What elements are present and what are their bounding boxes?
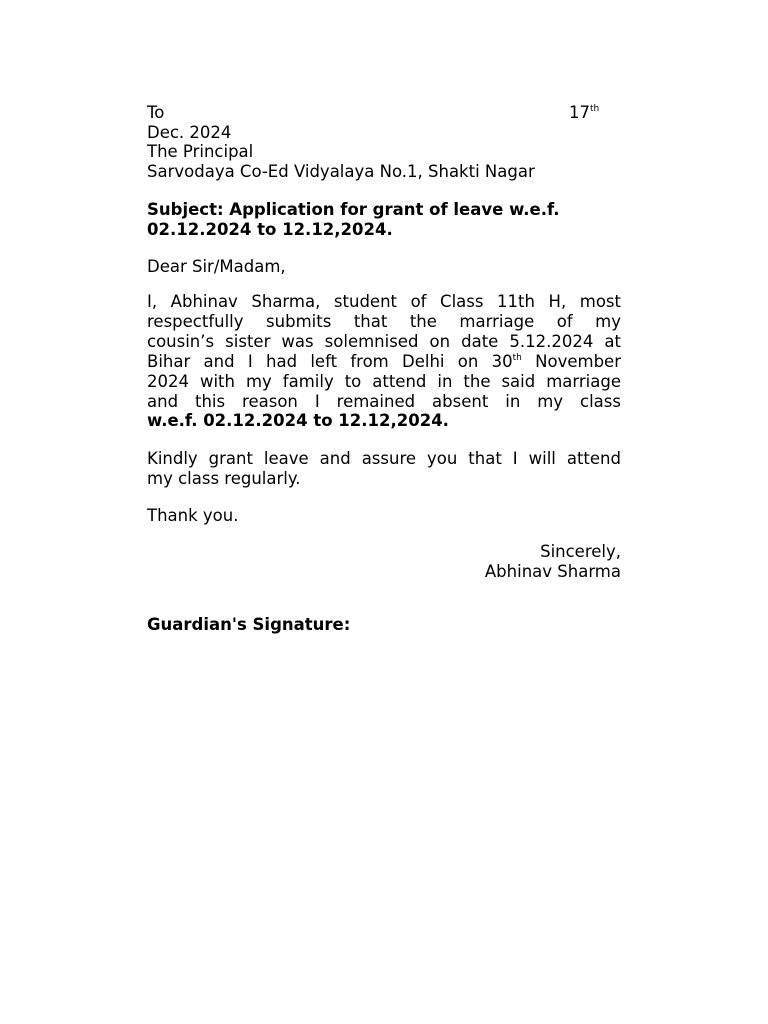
body-line-2: respectfully submits that the marriage of my xyxy=(147,312,621,331)
closing: Sincerely, xyxy=(540,542,621,561)
body-line-3: cousin’s sister was solemnised on date 5.12.2024 at xyxy=(147,332,621,351)
body-line-4-sup: th xyxy=(512,353,522,363)
date-day-number: 17 xyxy=(569,103,590,122)
to-label: To xyxy=(147,103,165,122)
salutation: Dear Sir/Madam, xyxy=(147,257,286,276)
school-name: Sarvodaya Co-Ed Vidyalaya No.1, Shakti Nagar xyxy=(147,162,535,181)
subject-line-1: Subject: Application for grant of leave w.e.f. xyxy=(147,200,560,219)
body-line-4-end xyxy=(513,352,621,371)
body-line-1: I, Abhinav Sharma, student of Class 11th H, most xyxy=(147,292,621,311)
date-day xyxy=(569,103,599,126)
thanks: Thank you. xyxy=(147,506,239,525)
signature-name: Abhinav Sharma xyxy=(484,562,621,581)
date-day-suffix: th xyxy=(590,104,600,114)
request-line-2: my class regularly. xyxy=(147,469,301,488)
date-month-year: Dec. 2024 xyxy=(147,123,232,142)
body-line-4-month: November xyxy=(521,352,621,371)
recipient: The Principal xyxy=(147,142,254,161)
guardian-signature-label: Guardian's Signature: xyxy=(147,615,351,634)
subject-line-2: 02.12.2024 to 12.12,2024. xyxy=(147,220,393,239)
body-line-7: w.e.f. 02.12.2024 to 12.12,2024. xyxy=(147,411,449,430)
body-line-4-start: Bihar and I had left from Delhi on 30 xyxy=(147,352,513,371)
body-line-6: and this reason I remained absent in my class xyxy=(147,392,621,411)
request-line-1: Kindly grant leave and assure you that I will attend xyxy=(147,449,621,468)
body-line-5: 2024 with my family to attend in the said marriage xyxy=(147,372,621,391)
